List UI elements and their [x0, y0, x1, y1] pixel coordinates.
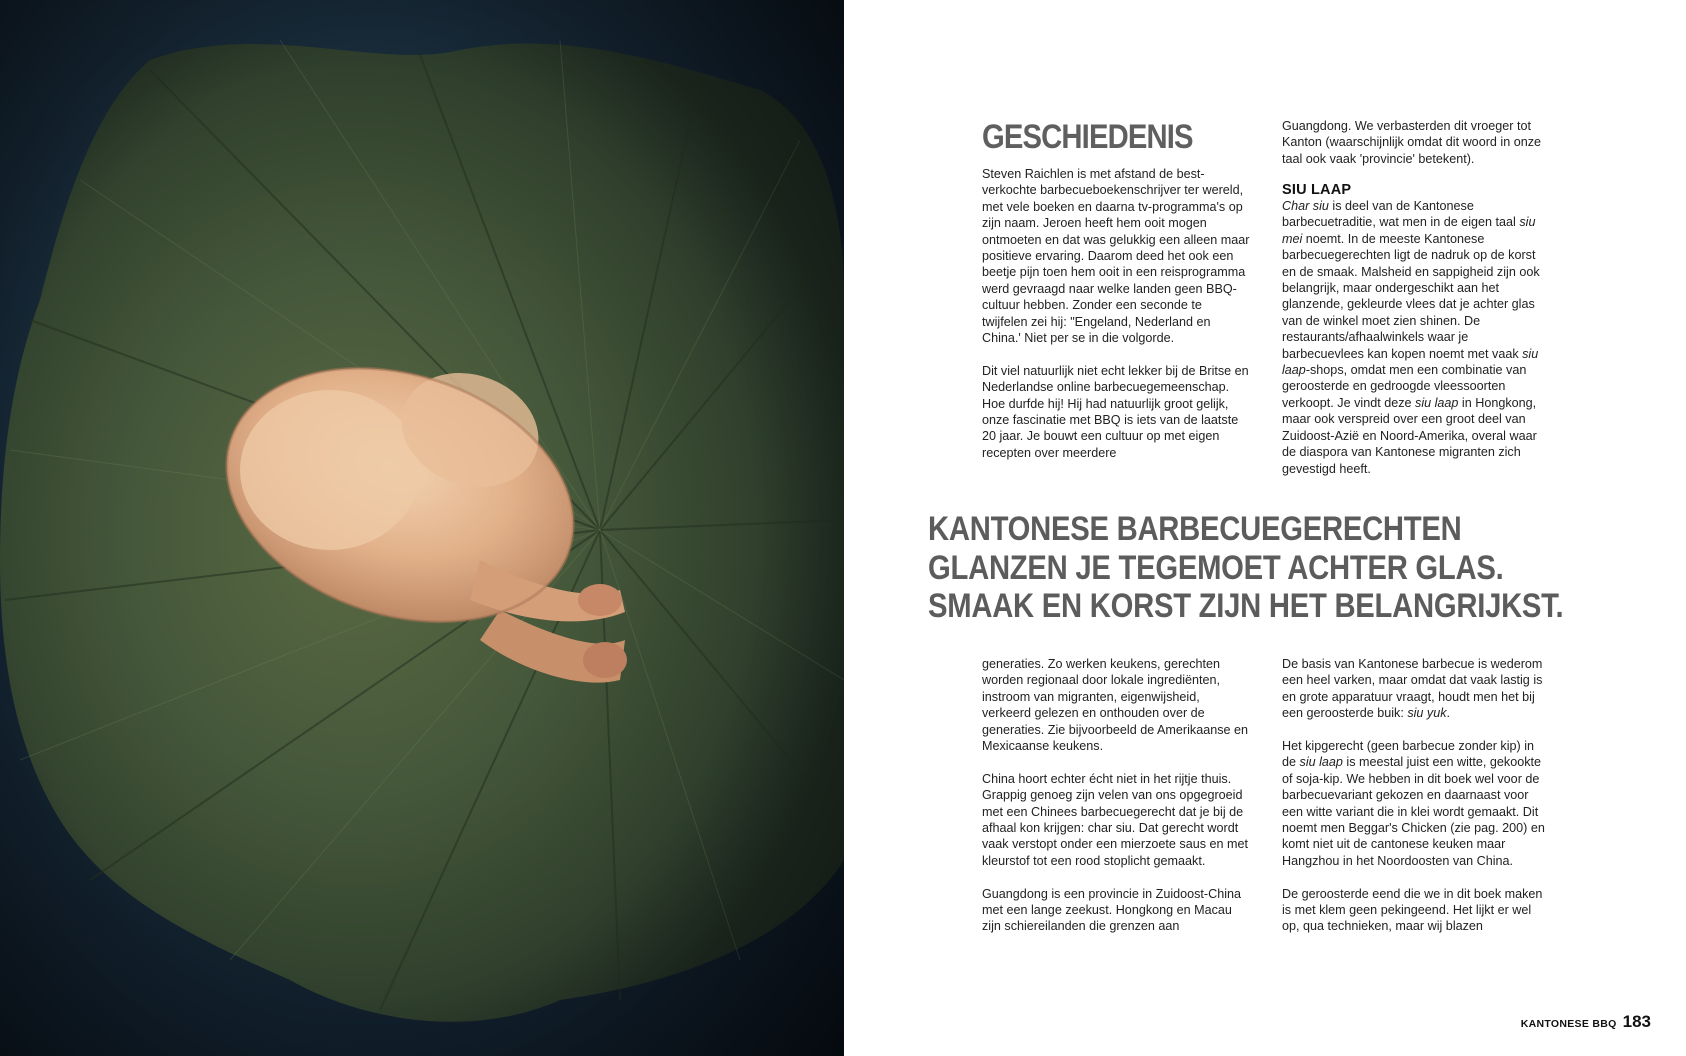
- paragraph: [1282, 656, 1550, 722]
- running-section-title: KANTONESE BBQ: [1520, 1018, 1617, 1030]
- paragraph: Guangdong is een provincie in Zuidoost-China met een lange zeekust. Hongkong en Macau zijn schiereilanden die grenzen aan: [982, 886, 1242, 934]
- paragraph: De geroosterde eend die we in dit boek maken is met klem geen pekingeend. Het lijkt er wel op, qua technieken, maar wij blazen: [1282, 886, 1543, 934]
- page-footer: [1521, 1012, 1651, 1032]
- page-number: 183: [1622, 1012, 1651, 1031]
- pull-quote-line: GLANZEN JE TEGEMOET ACHTER GLAS.: [928, 548, 1504, 587]
- text-column-3: [982, 656, 1250, 951]
- italic-term: siu laap: [1299, 755, 1343, 770]
- text-column-4: [1282, 656, 1550, 951]
- pull-quote-line: SMAAK EN KORST ZIJN HET BELANGRIJKST.: [928, 587, 1564, 625]
- italic-term: Char siu: [1282, 199, 1329, 213]
- paragraph: Steven Raichlen is met afstand de best-verkochte barbecueboekenschrijver ter wereld, met vele boeken en daarna tv-programma's op zijn naam. Jeroen heeft hem ooit mogen ontmoeten en dat was gelukkig een alleen maar positieve ervaring. Daarom deed het ook een beetje pijn toen hem ooit in een reisprogramma werd gevraagd naar welke landen geen BBQ-cultuur hebben. Zonder een seconde te twijfelen zei hij: "Engeland, Nederland en China.' Niet per se in die volgorde.: [982, 167, 1250, 346]
- italic-term: siu laap: [1282, 346, 1539, 378]
- text-run: -shops, omdat men een combinatie van geroosterde en gedroogde vleessoorten verkoopt. Je vindt deze: [1282, 363, 1527, 410]
- section-heading: GESCHIEDENIS: [982, 118, 1193, 156]
- text-run: is deel van de Kantonese barbecuetraditie, wat men in de eigen taal: [1282, 199, 1520, 230]
- text-run: in Hongkong, maar ook verspreid over een groot deel van Zuidoost-Azië en Noord-Amerika, overal waar de diaspora van Kantonese migranten zich gevestigd heeft.: [1282, 395, 1537, 476]
- italic-term: siu mei: [1282, 215, 1536, 246]
- paragraph: Dit viel natuurlijk niet echt lekker bij de Britse en Nederlandse online barbecuegemeenschap. Hoe durfde hij! Hij had natuurlijk groot gelijk, onze fascinatie met BBQ is iets van de laatste 20 jaar. Je bouwt een cultuur op met eigen recepten over meerdere: [982, 363, 1249, 460]
- subheading: SIU LAAP: [1282, 182, 1352, 198]
- pull-quote-line: KANTONESE BARBECUEGERECHTEN: [928, 510, 1462, 548]
- text-run: is meestal juist een witte, gekookte of soja-kip. We hebben in dit boek wel voor de barbecuevariant gekozen en daarnaast voor een witte variant die in klei wordt gemaakt. Dit noemt men Beggar's Chicken (zie pag. 200) en komt niet uit de cantonese keuken maar Hangzhou in het Noordoosten van China.: [1282, 755, 1545, 868]
- text-run: De basis van Kantonese barbecue is wederom een heel varken, maar omdat dat vaak lastig is en grote apparatuur vraagt, houdt men het bij een geroosterde buik:: [1282, 657, 1543, 721]
- text-run: Het kipgerecht (geen barbecue zonder kip) in de: [1282, 739, 1535, 770]
- paragraph: China hoort echter écht niet in het rijtje thuis. Grappig genoeg zijn velen van ons opgegroeid met een Chinees barbecuegerecht dat je bij de afhaal kon krijgen: char siu. Dat gerecht wordt vaak verstopt onder een mierzoete saus en met kleurstof tot een rood stoplicht gemaakt.: [982, 771, 1249, 868]
- paragraph: Guangdong. We verbasterden dit vroeger tot Kanton (waarschijnlijk omdat dit woord in onze taal ook vaak 'provincie' betekent).: [1282, 119, 1542, 166]
- italic-term: siu laap: [1415, 395, 1459, 410]
- text-run: .: [1446, 706, 1451, 721]
- text-column-2-top: [1282, 118, 1550, 184]
- text-run: noemt. In de meeste Kantonese barbecuegerechten ligt de nadruk op de korst en de smaak. Malsheid en sappigheid zijn ook belangrijk, maar ondergeschikt aan het glanzende, gekleurde vlees dat je achter glas van de winkel moet zien shinen. De restaurants/afhaalwinkels waar je barbecuevlees kan kopen noemt met vaak: [1282, 231, 1540, 361]
- paragraph: [1282, 738, 1550, 869]
- paragraph: [1282, 198, 1550, 477]
- italic-term: siu yuk: [1407, 706, 1447, 721]
- text-column-1: [982, 166, 1250, 478]
- text-column-2: [1282, 198, 1550, 493]
- pull-quote: [928, 510, 1563, 626]
- paragraph: generaties. Zo werken keukens, gerechten worden regionaal door lokale ingrediënten, instroom van migranten, eigenwijsheid, verkeerd gelezen en onthouden over de generaties. Zie bijvoorbeeld de Amerikaanse en Mexicaanse keukens.: [982, 657, 1249, 754]
